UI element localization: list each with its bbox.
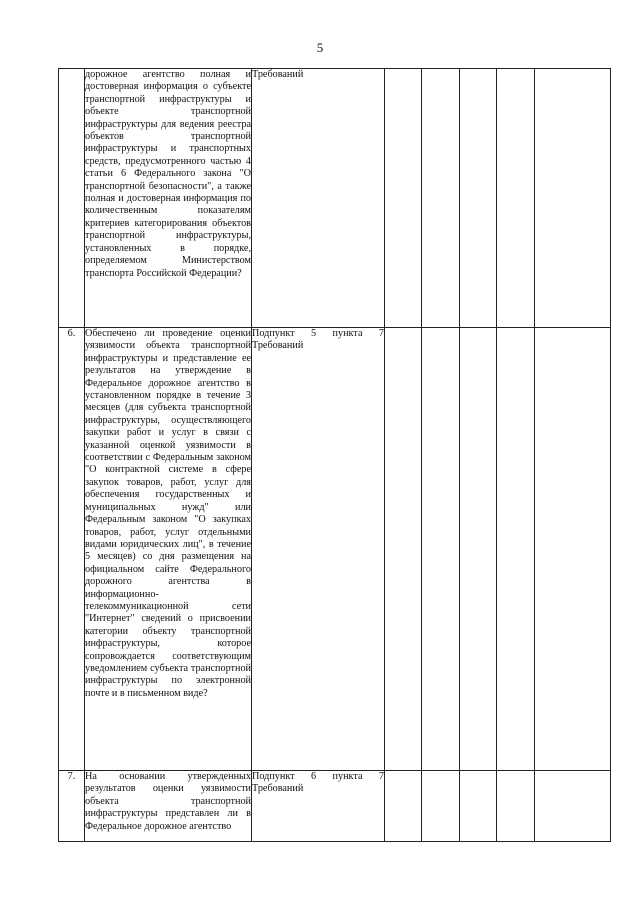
question-cell: дорожное агентство полная и достоверная информация о субъекте транспортной инфраструктуры и объекте транспортной инфраструктуры для ведения реестра объектов транспортной инфраструктуры и транспортных средств, предусмотренного частью 4 статьи 6 Федерального закона "О транспортной безопасности", а также полная и достоверная информация по количественным показателям критериев категорирования объектов транспортной инфраструктуры, установленных в порядке, определяемом Министерством транспорта Российской Федерации?	[85, 69, 252, 328]
empty-cell	[460, 328, 497, 771]
empty-cell	[535, 69, 611, 328]
reference-text: Требований	[252, 340, 304, 352]
table-row	[59, 771, 611, 842]
reference-text: Требований	[252, 783, 304, 795]
empty-cell	[460, 771, 497, 842]
empty-cell	[497, 771, 535, 842]
table-row	[59, 69, 611, 328]
checklist-table	[58, 68, 611, 842]
row-number	[59, 69, 85, 328]
reference-cell	[252, 69, 385, 328]
reference-text: Подпункт 5 пункта 7	[252, 328, 384, 339]
reference-cell	[252, 328, 385, 771]
question-cell: Обеспечено ли проведение оценки уязвимости объекта транспортной инфраструктуры и представление ее результатов на утверждение в Федеральное дорожное агентство в установленном порядке в течение 3 месяцев (для субъекта транспортной инфраструктуры, осуществляющего закупки работ и услуг в связи с указанной оценкой уязвимости в соответствии с Федеральным законом "О контрактной системе в сфере закупок товаров, работ, услуг для обеспечения государственных и муниципальных нужд" или Федеральным законом "О закупках товаров, работ, услуг отдельными видами юридических лиц", в течение 5 месяцев) со дня размещения на официальном сайте Федерального дорожного агентства в информационно-телекоммуникационной сети "Интернет" сведений о присвоении категории объекту транспортной инфраструктуры, которое сопровождается соответствующим уведомлением субъекта транспортной инфраструктуры по электронной почте и в письменном виде?	[85, 328, 252, 771]
empty-cell	[497, 69, 535, 328]
empty-cell	[497, 328, 535, 771]
reference-cell	[252, 771, 385, 842]
empty-cell	[422, 69, 460, 328]
empty-cell	[422, 771, 460, 842]
empty-cell	[385, 69, 422, 328]
page-number: 5	[316, 40, 324, 55]
reference-text: Требований	[252, 69, 304, 80]
reference-text: Подпункт 6 пункта 7	[252, 771, 384, 782]
table-row	[59, 328, 611, 771]
question-cell: На основании утвержденных результатов оценки уязвимости объекта транспортной инфраструктуры представлен ли в Федеральное дорожное агентство	[85, 771, 252, 842]
empty-cell	[385, 771, 422, 842]
row-number: 6.	[59, 328, 85, 771]
empty-cell	[535, 328, 611, 771]
empty-cell	[535, 771, 611, 842]
empty-cell	[422, 328, 460, 771]
empty-cell	[385, 328, 422, 771]
empty-cell	[460, 69, 497, 328]
row-number: 7.	[59, 771, 85, 842]
